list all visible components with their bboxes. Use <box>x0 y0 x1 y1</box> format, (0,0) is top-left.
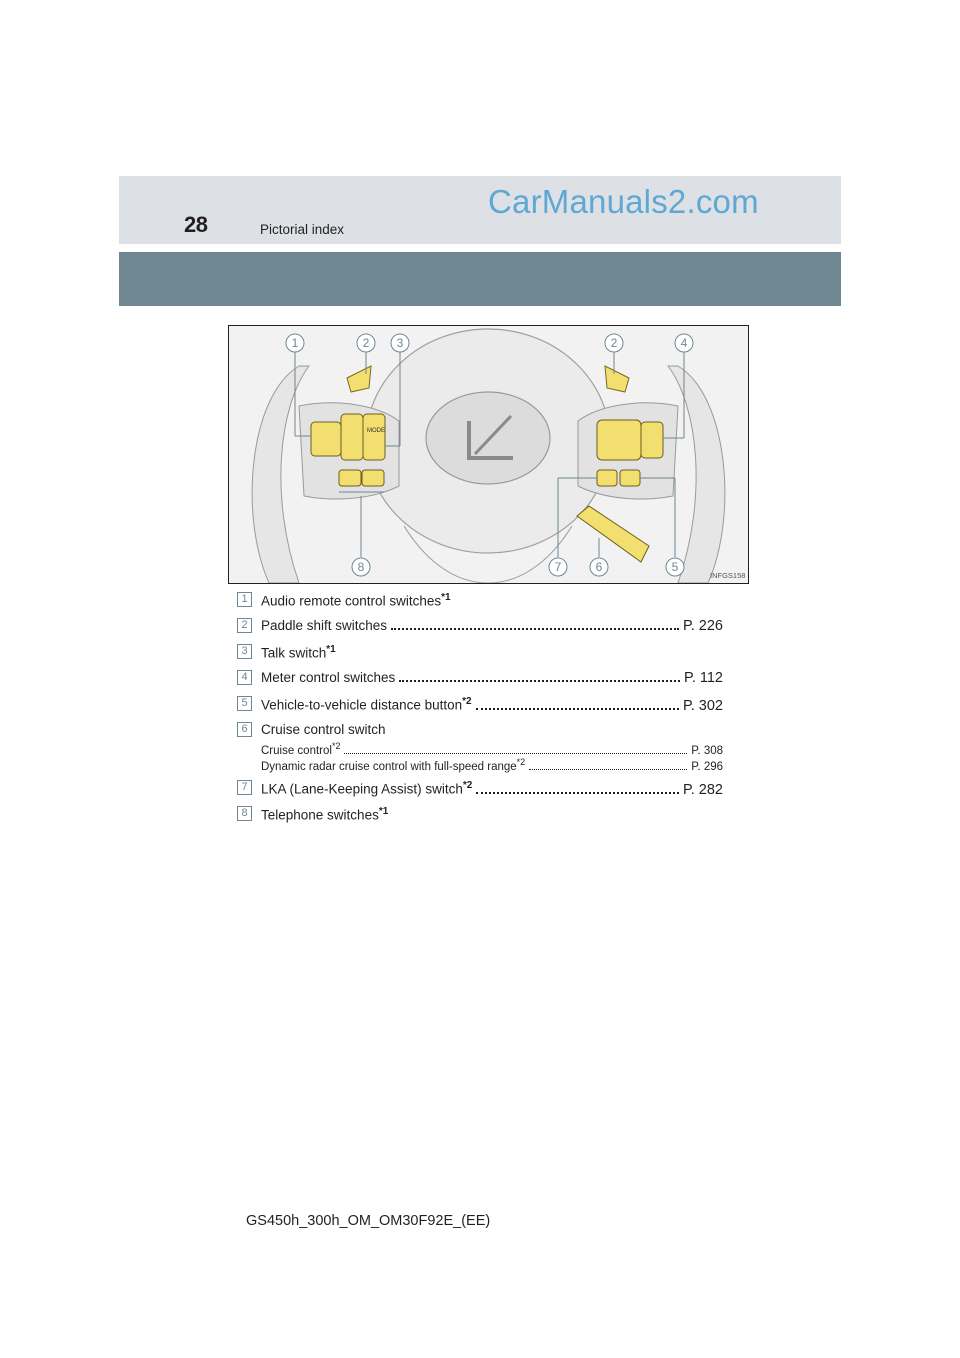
item-label: Talk switch <box>261 645 327 661</box>
watermark-logo: CarManuals2.com <box>488 183 759 220</box>
steering-wheel-figure <box>228 325 749 584</box>
steering-wheel-illustration <box>229 326 748 583</box>
sub-item-footnote-marker: *2 <box>331 741 341 751</box>
item-footnote-marker: *1 <box>441 592 451 603</box>
page-reference-link[interactable]: P. 282 <box>682 781 723 798</box>
item-number: 1 <box>237 592 252 607</box>
item-label: LKA (Lane-Keeping Assist) switch <box>261 781 463 797</box>
sub-item <box>261 757 723 773</box>
item-number: 3 <box>237 644 252 659</box>
item-label: Cruise control switch <box>261 722 386 737</box>
page-reference-link[interactable]: P. 302 <box>682 697 723 714</box>
section-band <box>119 252 841 306</box>
callout-8: 8 <box>357 560 365 574</box>
section-title: Pictorial index <box>260 222 345 237</box>
callout-1: 1 <box>291 336 299 350</box>
sub-item-label: Dynamic radar cruise control with full-speed range <box>261 760 517 773</box>
callout-2-right: 2 <box>610 336 618 350</box>
page-reference-link[interactable]: P. 296 <box>691 760 723 773</box>
item-label: Paddle shift switches <box>261 618 388 633</box>
item-number: 2 <box>237 618 252 633</box>
callout-4: 4 <box>680 336 688 350</box>
page-reference-link[interactable]: P. 226 <box>682 618 723 634</box>
page-reference-link[interactable]: P. 112 <box>684 670 723 686</box>
callout-7: 7 <box>554 560 562 574</box>
document-footer: GS450h_300h_OM_OM30F92E_(EE) <box>246 1213 491 1229</box>
item-footnote-marker: *2 <box>462 780 473 791</box>
sub-item-footnote-marker: *2 <box>516 757 526 767</box>
item-label: Vehicle-to-vehicle distance button <box>261 697 463 713</box>
mode-button-label: MODE <box>367 428 385 434</box>
page-reference-link[interactable]: P. 308 <box>691 744 723 757</box>
item-footnote-marker: *1 <box>378 806 389 817</box>
figure-code: INFGS158 <box>710 571 746 580</box>
item-number: 8 <box>237 806 252 821</box>
page-number: 28 <box>184 212 208 237</box>
item-number: 5 <box>237 696 252 711</box>
item-label: Audio remote control switches <box>261 593 442 609</box>
callout-3: 3 <box>396 336 404 350</box>
item-number: 6 <box>237 722 252 737</box>
item-number: 4 <box>237 670 252 685</box>
callout-5: 5 <box>671 560 679 574</box>
sub-item <box>261 741 723 757</box>
item-label: Meter control switches <box>261 670 396 685</box>
item-footnote-marker: *1 <box>326 644 336 655</box>
item-footnote-marker: *2 <box>462 696 472 707</box>
item-label: Telephone switches <box>261 807 379 823</box>
callout-6: 6 <box>595 560 603 574</box>
sub-item-label: Cruise control <box>261 744 332 757</box>
item-number: 7 <box>237 780 252 795</box>
callout-2-left: 2 <box>362 336 370 350</box>
